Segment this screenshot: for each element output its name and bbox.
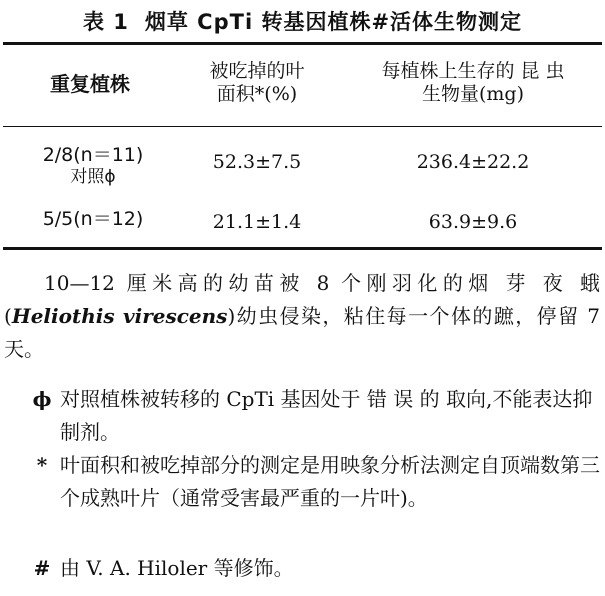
header-repeat-plants: 重复植株 bbox=[50, 72, 130, 96]
footnote-mark: ϕ bbox=[32, 387, 52, 411]
table-header-rule bbox=[3, 126, 602, 127]
body-paragraph: 10—12 厘米高的幼苗被 8 个刚羽化的烟 芽 夜 蛾 (Heliothis virescens)幼虫侵染，粘住每一个体的蹠，停留 7 天。 bbox=[4, 271, 601, 361]
header-insect-biomass: 每植株上生存的 昆 虫 生物量(mg) bbox=[381, 60, 565, 105]
header-eaten-area: 被吃掉的叶 面积*(%) bbox=[209, 60, 305, 105]
table-row-label: 2/8(n＝11) 对照ϕ bbox=[8, 143, 178, 187]
table-cell-area: 21.1±1.4 bbox=[212, 211, 302, 233]
footnote-control: ϕ 对照植株被转移的 CpTi 基因处于 错 误 的 取向,不能表达抑制剂。 bbox=[60, 383, 600, 449]
control-label: 对照ϕ bbox=[70, 167, 116, 187]
footnote-modified: # 由 V. A. Hiloler 等修饰。 bbox=[60, 552, 600, 585]
footnote-mark: * bbox=[36, 453, 48, 477]
table-cell-biomass: 236.4±22.2 bbox=[416, 151, 530, 173]
table-top-rule bbox=[3, 42, 602, 45]
table-title bbox=[0, 6, 605, 36]
table-row-label: 5/5(n＝12) bbox=[42, 208, 144, 230]
table-caption: 烟草 CpTi 转基因植株#活体生物测定 bbox=[144, 10, 523, 34]
footnote-leaf-area: * 叶面积和被吃掉部分的测定是用映象分析法测定自顶端数第三个成熟叶片（通常受害最严重的一片叶)。 bbox=[60, 449, 600, 515]
species-name: Heliothis virescens bbox=[11, 304, 228, 328]
footnote-mark: # bbox=[33, 556, 51, 580]
table-cell-area: 52.3±7.5 bbox=[212, 151, 302, 173]
table-cell-biomass: 63.9±9.6 bbox=[428, 211, 518, 233]
table-number: 表 1 bbox=[82, 10, 129, 34]
table-bottom-rule bbox=[3, 247, 602, 250]
